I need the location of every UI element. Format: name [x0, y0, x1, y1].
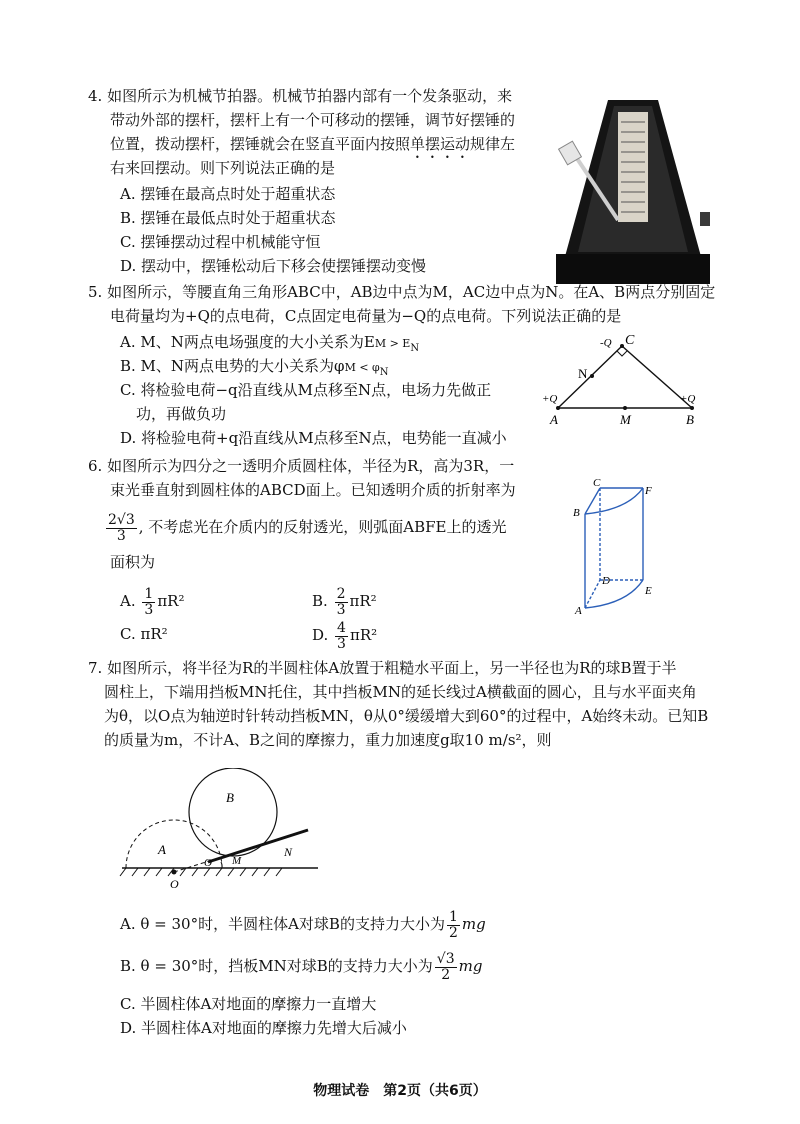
- q6-option-b-frac: [335, 587, 348, 618]
- q7-line-3: 为θ，以O点为轴逆时针转动挡板MN，θ从0°缓缓增大到60°的过程中，A始终未动。已知B: [104, 707, 709, 725]
- q6-option-b-tail: πR²: [349, 592, 377, 610]
- q6-option-d-frac: [335, 621, 348, 652]
- q7-option-d: D. 半圆柱体A对地面的摩擦力先增大后减小: [120, 1019, 407, 1037]
- q5-line-1: 5. 如图所示，等腰直角三角形ABC中，AB边中点为M，AC边中点为N。在A、B两点分别固定: [88, 283, 716, 301]
- q6-option-a-num: 1: [144, 585, 154, 602]
- label-c: C: [625, 333, 635, 348]
- q4-line-3-tail: 规律左: [470, 135, 516, 153]
- q7-option-b-tail: mg: [458, 957, 483, 975]
- q6-n-den: 3: [116, 527, 126, 544]
- q4-option-a: A. 摆锤在最高点时处于超重状态: [120, 185, 336, 203]
- cyl-label-f: F: [645, 485, 652, 497]
- q5-option-b-sub: N: [379, 367, 389, 378]
- fig7-label-n: N: [284, 845, 293, 859]
- metronome-image: [548, 92, 718, 288]
- q6-option-c: [120, 624, 168, 644]
- q6-line-2: 束光垂直射到圆柱体的ABCD面上。已知透明介质的折射率为: [110, 481, 516, 499]
- page-footer: 物理试卷 第2页（共6页）: [313, 1083, 487, 1099]
- q7-line-4: 的质量为m，不计A、B之间的摩擦力，重力加速度g取10 m/s²，则: [104, 731, 552, 749]
- q6-line-4: 面积为: [110, 553, 156, 571]
- q6-option-d-den: 3: [337, 635, 346, 652]
- label-a: A: [550, 412, 558, 427]
- triangle-figure: [530, 330, 730, 430]
- label-n: N: [578, 366, 588, 381]
- q5-option-a-text: A. M、N两点电场强度的大小关系为E: [120, 333, 375, 351]
- q6-option-d: [312, 616, 377, 654]
- q5-line-2: 电荷量均为+Q的点电荷，C点固定电荷量为−Q的点电荷。下列说法正确的是: [110, 307, 622, 325]
- q6-option-d-num: 4: [337, 619, 346, 636]
- q6-option-a: [120, 582, 184, 620]
- q6-option-d-tail: πR²: [349, 626, 378, 644]
- fig7-label-m: M: [232, 855, 242, 867]
- q6-option-b: [312, 582, 377, 620]
- label-m: M: [620, 412, 631, 427]
- label-pos-q-a: +Q: [542, 393, 558, 405]
- q4-line-4: 右来回摆动。则下列说法正确的是: [110, 159, 336, 177]
- q5-option-a-rel: M > E: [374, 337, 411, 350]
- fig7-label-b: B: [226, 790, 234, 805]
- q4-option-c: C. 摆锤摆动过程中机械能守恒: [120, 233, 321, 251]
- q4-line-2: 带动外部的摆杆，摆杆上有一个可移动的摆锤，调节好摆锤的: [110, 111, 516, 129]
- q6-refractive-index: [106, 513, 137, 544]
- cylinder-figure: [565, 474, 675, 620]
- q6-line-3-text: , 不考虑光在介质内的反射透光，则弧面ABFE上的透光: [138, 518, 507, 536]
- q7-line-1: 7. 如图所示，将半径为R的半圆柱体A放置于粗糙水平面上，另一半径也为R的球B置于半: [88, 659, 677, 677]
- q7-option-b-num: √3: [436, 950, 455, 967]
- q7-option-a-den: 2: [448, 924, 458, 941]
- q7-option-b: [120, 946, 482, 986]
- q4-option-d: D. 摆动中，摆锤松动后下移会使摆锤摆动变慢: [120, 257, 427, 275]
- q6-option-a-den: 3: [144, 601, 154, 618]
- q4-line-1: 4. 如图所示为机械节拍器。机械节拍器内部有一个发条驱动，来: [88, 87, 513, 105]
- q5-option-b-text: B. M、N两点电势的大小关系为φ: [120, 357, 345, 375]
- cyl-label-c: C: [593, 477, 601, 489]
- q4-emphasis: 单摆运动: [410, 135, 471, 153]
- q7-option-b-frac: [435, 952, 457, 983]
- cyl-label-d: D: [602, 575, 610, 587]
- q7-option-c: C. 半圆柱体A对地面的摩擦力一直增大: [120, 995, 377, 1013]
- q7-option-a-frac: [447, 910, 460, 941]
- q6-option-c-label: C.: [120, 625, 136, 643]
- q7-line-2: 圆柱上，下端用挡板MN托住，其中挡板MN的延长线过A横截面的圆心，且与水平面夹角: [104, 683, 697, 701]
- q6-option-a-tail: πR²: [157, 592, 185, 610]
- q5-option-c-cont: 功，再做负功: [136, 405, 227, 423]
- q7-option-b-den: 2: [441, 966, 451, 983]
- label-b: B: [686, 412, 694, 427]
- q5-option-d: D. 将检验电荷+q沿直线从M点移至N点，电势能一直减小: [120, 429, 507, 447]
- fig7-label-a: A: [158, 842, 166, 857]
- q7-option-a-tail: mg: [461, 915, 486, 933]
- q4-line-3-text: 位置，拨动摆杆，摆锤就会在竖直平面内按照: [110, 135, 411, 153]
- q4-option-b: B. 摆锤在最低点时处于超重状态: [120, 209, 336, 227]
- label-neg-q: -Q: [600, 337, 612, 349]
- q6-option-c-tail: πR²: [140, 625, 168, 643]
- cyl-label-b: B: [573, 507, 580, 519]
- q5-option-b-rel: M < φ: [344, 361, 380, 374]
- q6-option-b-num: 2: [336, 585, 346, 602]
- q7-option-b-text: B. θ = 30°时，挡板MN对球B的支持力大小为: [120, 957, 433, 975]
- label-pos-q-b: +Q: [680, 393, 696, 405]
- fig7-label-o: O: [170, 877, 179, 891]
- q7-option-a-text: A. θ = 30°时，半圆柱体A对球B的支持力大小为: [120, 915, 445, 933]
- cyl-label-a: A: [575, 605, 582, 617]
- q5-option-c: C. 将检验电荷−q沿直线从M点移至N点，电场力先做正: [120, 381, 492, 399]
- q7-option-a-num: 1: [448, 908, 458, 925]
- q6-option-a-frac: [142, 587, 155, 618]
- q6-option-b-den: 3: [336, 601, 346, 618]
- q6-option-a-label: A.: [120, 592, 136, 610]
- q6-option-b-label: B.: [312, 592, 328, 610]
- q5-option-a: [120, 332, 419, 359]
- q6-option-d-label: D.: [312, 626, 329, 644]
- q6-line-3: [104, 506, 507, 548]
- q6-n-num: 2√3: [108, 511, 135, 528]
- q7-option-a: [120, 904, 486, 944]
- q5-option-a-sub: N: [410, 343, 420, 354]
- semicylinder-figure: [118, 768, 318, 892]
- q6-line-1: 6. 如图所示为四分之一透明介质圆柱体，半径为R，高为3R，一: [88, 457, 515, 475]
- cyl-label-e: E: [645, 585, 652, 597]
- fig7-label-o2: O: [204, 857, 212, 869]
- q5-option-b: [120, 356, 389, 383]
